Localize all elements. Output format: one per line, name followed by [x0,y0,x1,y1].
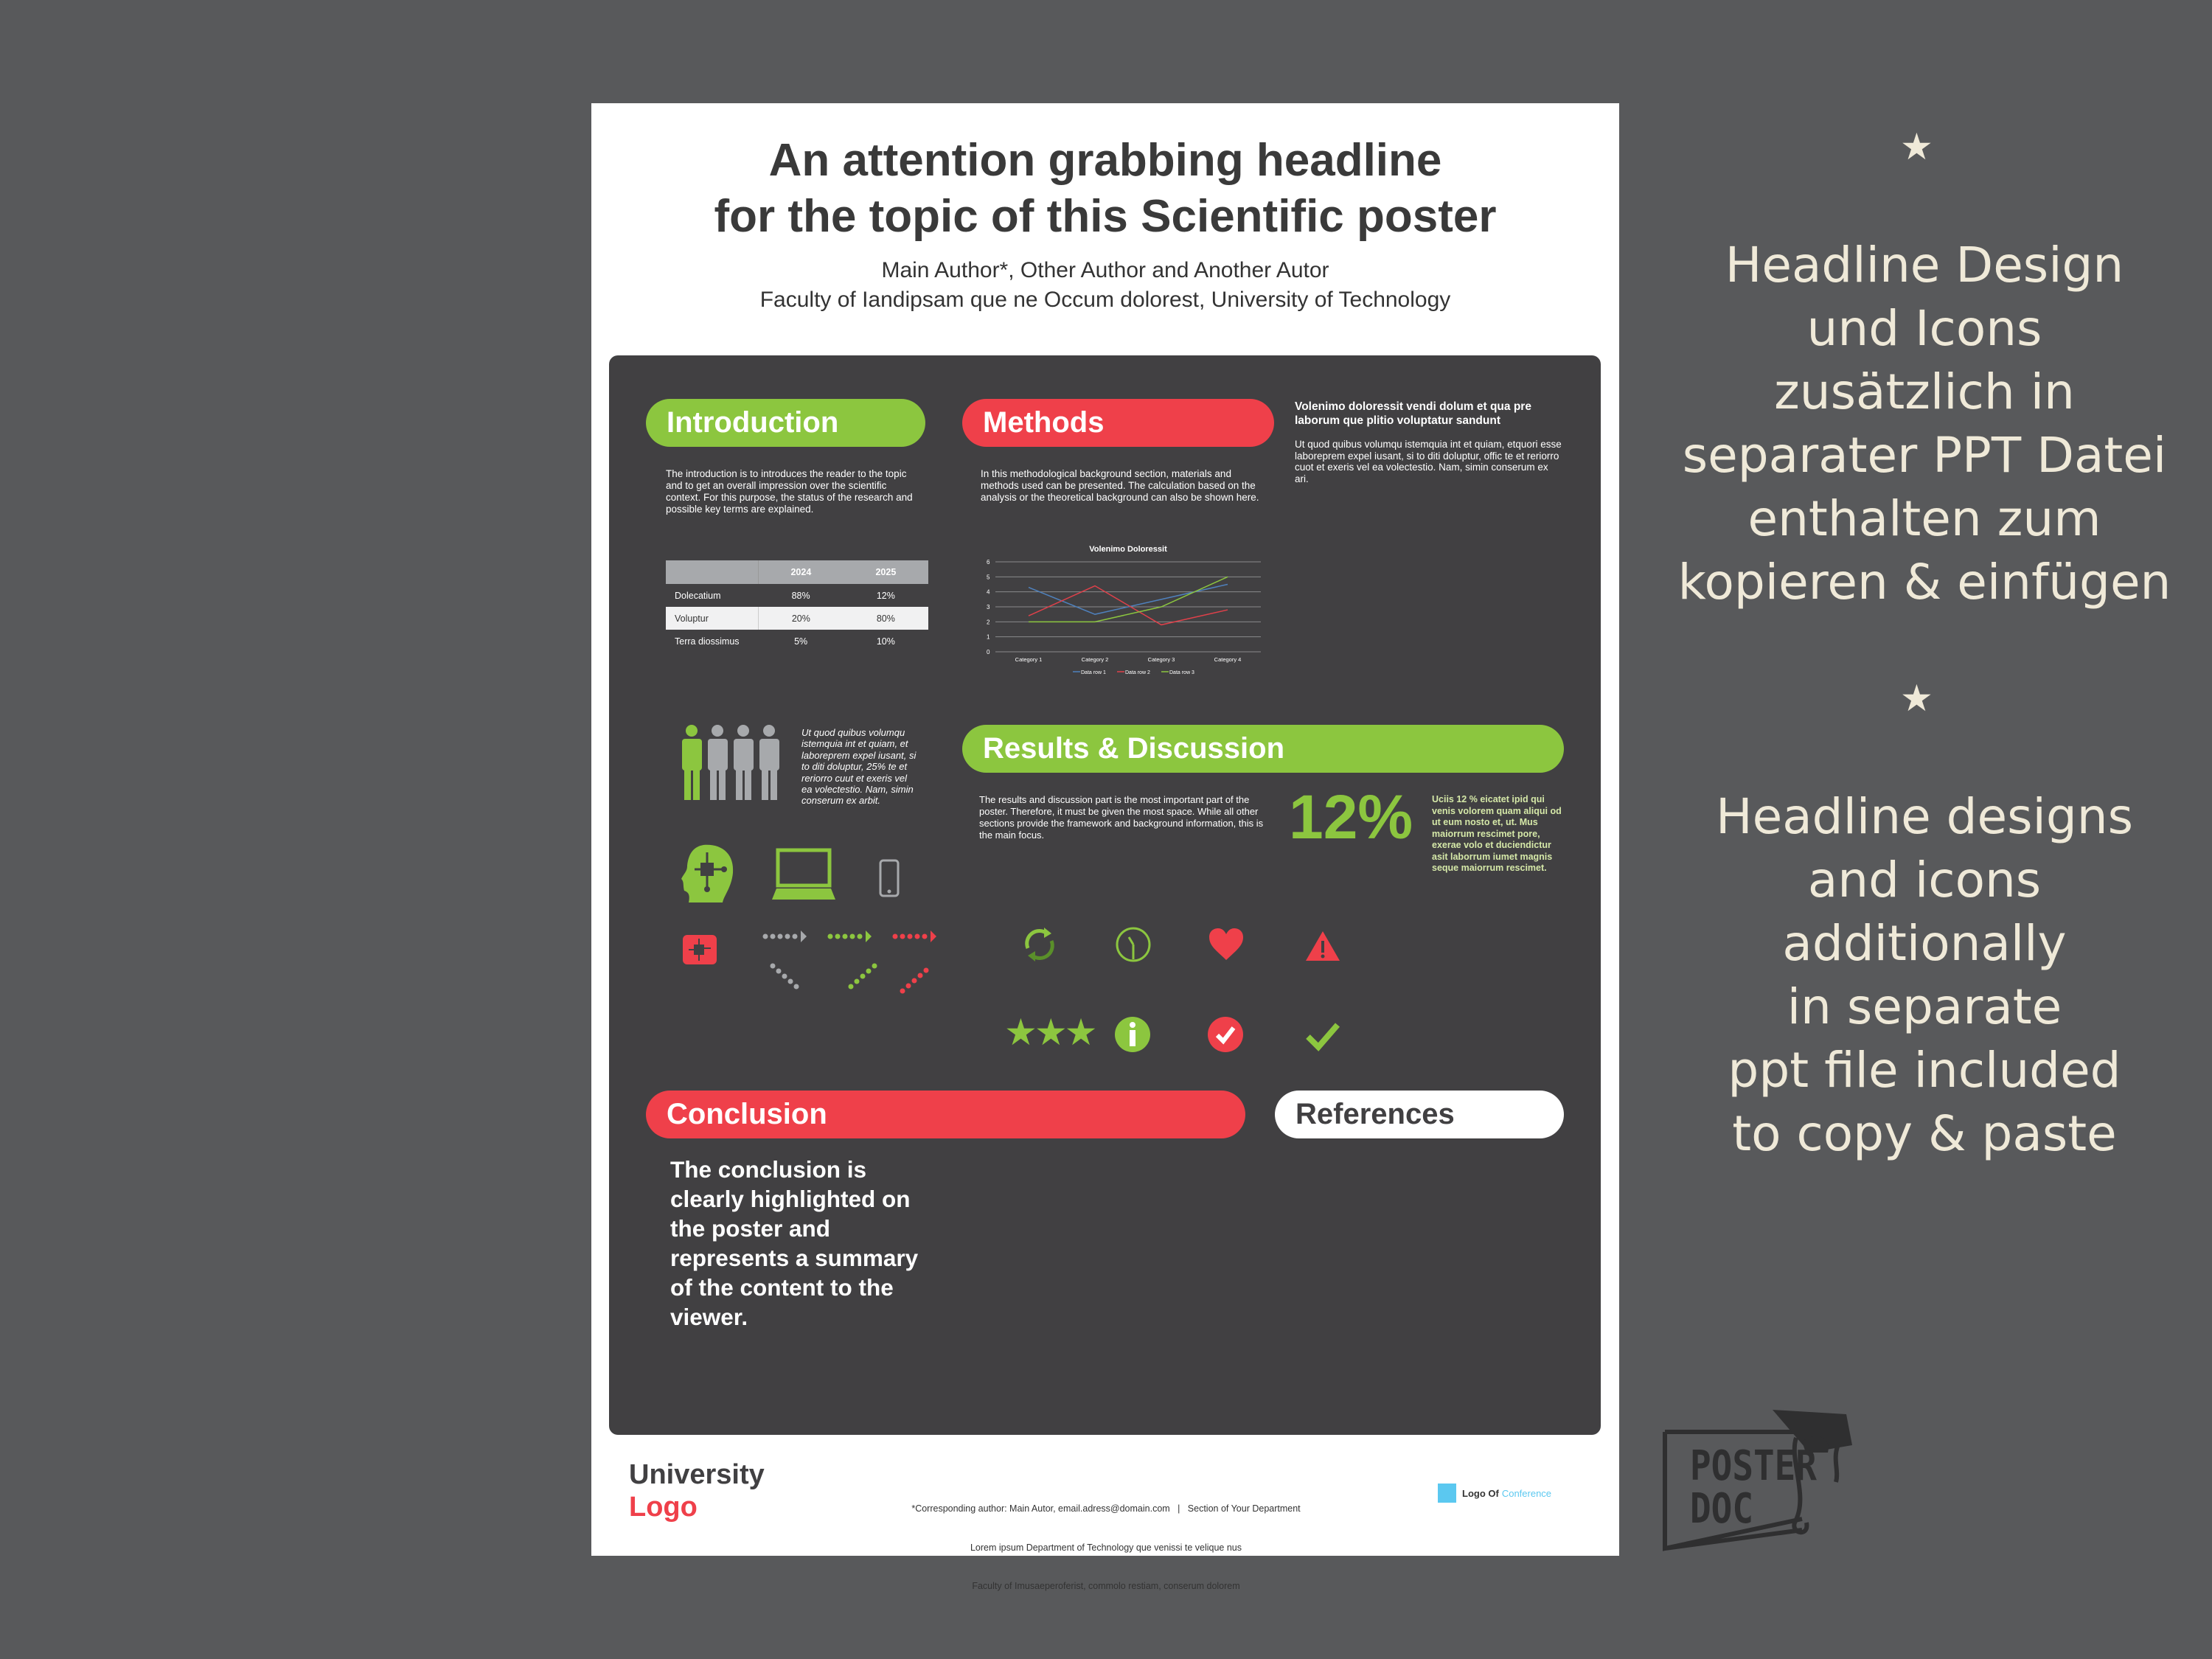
arrow-dot [855,979,860,984]
table-cell: 20% [791,613,810,624]
y-tick-label: 1 [987,633,990,641]
affiliation: Faculty of Iandipsam que ne Occum dolorest, University of Technology [759,288,1451,312]
results-header: Results & Discussion [962,725,1564,773]
people-infographic-icon [681,725,781,801]
arrow-dot [771,964,776,969]
person-head [712,725,723,737]
person-head [763,725,775,737]
person-head [737,725,749,737]
brand-line: POSTER [1690,1442,1817,1490]
brand-line: DOC [1690,1485,1753,1533]
table-row [666,630,928,653]
y-tick-label: 5 [987,574,990,581]
footer-notes [848,1477,1364,1606]
promo-line: ppt file included [1728,1042,2121,1099]
promo-line: Headline Design [1725,237,2124,293]
arrow-head [866,931,872,942]
y-tick-label: 6 [987,559,990,566]
table-header: 2025 [875,567,897,577]
arrow-dot [924,968,929,973]
introduction-header: Introduction [646,399,925,447]
university-logo-line-1: University [629,1459,765,1490]
promo-line: und Icons [1806,300,2042,357]
legend-label: Data row 2 [1125,670,1150,675]
promo-line: zusätzlich in [1774,364,2075,420]
dotted-arrows-icon [759,931,944,1004]
info-icon [1114,1016,1151,1053]
promo-line: additionally [1782,915,2067,972]
person-leg [762,768,768,800]
y-tick-label: 2 [987,619,990,626]
arrow-dot [793,934,798,939]
conclusion-text: The conclusion is clearly highlighted on the poster and represents a summary of the content to the viewer. [670,1156,919,1330]
arrow-dot [771,934,776,939]
laptop-icon [771,848,837,900]
conference-logo-text-accent: Conference [1501,1487,1552,1499]
table-cell: 80% [876,613,895,624]
table-cell: 88% [791,590,810,601]
legend-label: Data row 1 [1081,670,1106,675]
legend-label: Data row 3 [1169,670,1194,675]
arrow-dot [776,969,782,974]
footer-note: Faculty of Imusaeperoferist, commolo restiam, conserum dolorem [972,1581,1240,1591]
arrow-dot [893,934,898,939]
promo-line: separater PPT Datei [1682,427,2167,484]
table-cell: Terra diossimus [675,636,740,647]
arrow-dot [794,984,799,990]
conclusion-header: Conclusion [646,1091,1245,1138]
heart-icon [1208,928,1245,961]
person-leg [710,768,717,800]
poster-doc-wordmark [1690,1442,1817,1533]
person-body [682,739,702,771]
results-highlight-text: Uciis 12 % eicatet ipid qui venis volorem quam aliqui od ut eum nosto et, ut. Mus maiorrum rescimet pore, exerae volo et duciendictur asit laborrum iumet magnis seque maiorrum rescimet. [1432,794,1562,873]
person-body [759,739,779,771]
check-circle-icon [1207,1016,1244,1053]
chip-icon [683,935,717,964]
arrow-dot [788,979,793,984]
conference-logo-square-icon [1438,1484,1456,1503]
poster-doc-logo [1662,1401,1861,1553]
arrow-dot [908,934,913,939]
promo-line: to copy & paste [1732,1105,2117,1162]
big-percentage: 12% [1289,782,1413,852]
promo-line: and icons [1807,852,2042,908]
table-cell: 10% [876,636,895,647]
person-leg [771,768,777,800]
table-cell: Dolecatium [675,590,721,601]
table-row [666,607,928,630]
arrow-dot [850,934,855,939]
arrow-dot [866,969,872,974]
university-logo-line-2: Logo [629,1492,698,1523]
table-row [666,584,928,607]
y-tick-label: 4 [987,588,990,596]
arrow-head [931,931,936,942]
three-stars-icon: ★★★ [1004,1012,1095,1053]
x-tick-label: Category 2 [1081,656,1109,663]
arrow-dot [849,984,854,990]
sidebar-text: Ut quod quibus volumqu istemquia int et quiam, etquori esse laboreprem expel iusant, si to diti doluptur, offic te et reriorro cuot et exeris vel ea volectestio. Nam, simin conserum ex ari. [1295,439,1562,484]
sidebar-heading: Volenimo doloressit vendi dolum et qua pre laborum que plitio voluptatur sandunt [1295,400,1531,427]
clock-icon [1115,926,1152,963]
person-head [686,725,698,737]
poster-headline [591,133,1619,245]
arrow-dot [912,978,917,984]
arrow-dot [778,934,783,939]
table-cell: 5% [794,636,808,647]
y-tick-label: 0 [987,649,990,655]
table-cell: Voluptur [666,607,758,630]
introduction-text: The introduction is to introduces the reader to the topic and to get an overall impression over the scientific context. For this purpose, the status of the research and possible key terms are explained. [666,468,913,515]
person-leg [736,768,742,800]
arrow-dot [860,974,866,979]
promo-line: in separate [1787,978,2062,1035]
x-tick-label: Category 4 [1214,656,1242,663]
arrow-dot [906,984,911,989]
person-leg [684,768,691,800]
warning-icon [1305,931,1340,961]
x-tick-label: Category 1 [1015,656,1043,663]
arrow-head [801,931,807,942]
table-cell: 12% [876,590,895,601]
star-icon: ★ [1900,126,1933,167]
line-chart [966,538,1276,678]
checkmark-icon [1305,1022,1340,1051]
headline-line-1: An attention grabbing headline [768,135,1442,186]
person-leg [693,768,700,800]
refresh-icon [1022,926,1057,963]
promo-german [1644,234,2205,614]
person-leg [745,768,751,800]
footer-note: Lorem ipsum Department of Technology que venissi te velique nus [970,1542,1242,1553]
arrow-dot [828,934,833,939]
arrow-dot [785,934,790,939]
arrow-dot [858,934,863,939]
chart-title: Volenimo Doloressit [1089,545,1167,554]
arrow-dot [782,974,787,979]
arrow-dot [835,934,841,939]
arrow-dot [763,934,768,939]
promo-line: enthalten zum [1747,490,2101,547]
star-icon: ★ [1900,678,1933,719]
methods-text: In this methodological background section, materials and methods used can be presented. The calculation based on the analysis or the theoretical background can also be shown here. [981,468,1259,503]
person-body [708,739,728,771]
conference-logo [1438,1484,1551,1503]
promo-line: kopieren & einfügen [1677,554,2171,611]
arrow-dot [872,964,877,969]
conference-logo-text: Logo Of [1462,1487,1499,1499]
arrow-dot [843,934,848,939]
table-header: 2024 [790,567,812,577]
y-tick-label: 3 [987,604,990,611]
footer-note: *Corresponding author: Main Autor, email.adress@domain.com | Section of Your Department [911,1503,1301,1514]
arrow-dot [900,934,905,939]
arrow-dot [900,989,905,994]
results-text: The results and discussion part is the most important part of the poster. Therefore, it must be given the most space. While all other sections provide the framework and background information, this is the main focus. [979,794,1264,841]
arrow-dot [918,973,923,978]
arrow-dot [922,934,928,939]
arrow-dot [915,934,920,939]
methods-header: Methods [962,399,1274,447]
university-logo [629,1458,765,1523]
promo-line: Headline designs [1716,788,2133,845]
promo-english [1644,785,2205,1166]
head-circuit-icon [681,844,737,904]
person-body [734,739,754,771]
smartphone-icon [879,859,900,897]
authors: Main Author*, Other Author and Another Autor [881,258,1329,282]
data-table [666,560,928,653]
series-line [1029,585,1228,615]
table-header [666,560,758,584]
headline-line-2: for the topic of this Scientific poster [714,191,1497,242]
person-leg [719,768,726,800]
people-text: Ut quod quibus volumqu istemquia int et quiam, et laboreprem expel iusant, si to diti doluptur, 25% te et reriorro cuut et exeris vel ea volectestio. Nam, simin conserum ex arbit. [801,727,917,807]
references-header: References [1275,1091,1564,1138]
x-tick-label: Category 3 [1147,656,1175,663]
